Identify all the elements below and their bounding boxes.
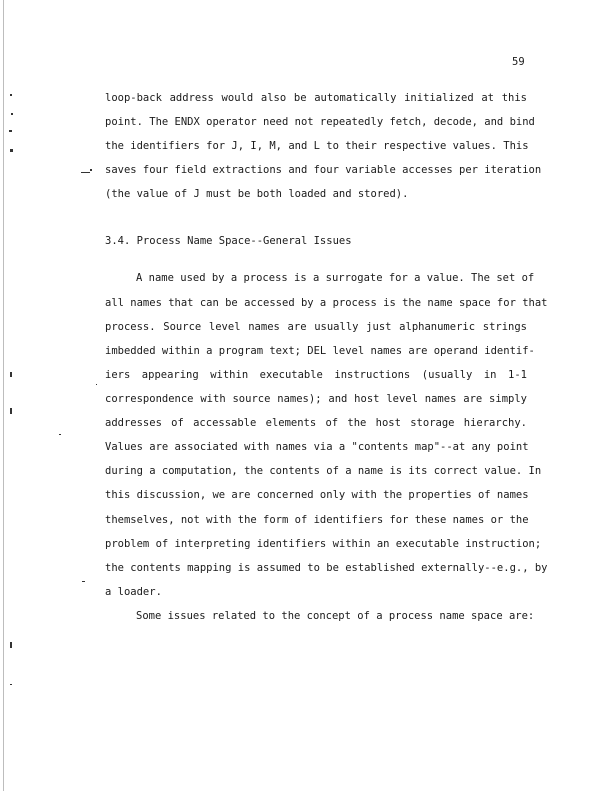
paragraph-2-line: problem of interpreting identifiers within an executable instruction; — [105, 538, 542, 550]
paragraph-2-line: themselves, not with the form of identifiers for these names or the — [105, 514, 529, 526]
paragraph-1-line: (the value of J must be both loaded and stored). — [105, 188, 409, 200]
paragraph-2-line: all names that can be accessed by a process is the name space for that — [105, 297, 548, 309]
paragraph-2-line: iers appearing within executable instructions (usually in 1-1 — [105, 369, 527, 381]
paragraph-2-line: this discussion, we are concerned only with the properties of names — [105, 489, 529, 501]
scan-mark — [11, 113, 13, 115]
scan-mark — [10, 372, 12, 377]
page-edge-line — [3, 0, 4, 791]
paragraph-2-line: the contents mapping is assumed to be established externally--e.g., by — [105, 562, 548, 574]
scan-mark — [10, 642, 12, 648]
page-number: 59 — [512, 56, 525, 68]
paragraph-2-line: addresses of accessable elements of the host storage hierarchy. — [105, 417, 527, 429]
scan-mark — [10, 684, 12, 685]
scan-mark — [10, 149, 13, 152]
scan-mark — [10, 408, 12, 414]
scan-mark — [82, 581, 85, 582]
paragraph-2-line: Values are associated with names via a "contents map"--at any point — [105, 441, 529, 453]
paragraph-1-line: loop-back address would also be automatically initialized at this — [105, 92, 527, 104]
paragraph-2-line: correspondence with source names); and host level names are simply — [105, 393, 527, 405]
scan-mark — [81, 172, 90, 173]
scan-mark — [10, 94, 12, 96]
section-heading: 3.4. Process Name Space--General Issues — [105, 235, 352, 247]
paragraph-2-line: process. Source level names are usually just alphanumeric strings — [105, 321, 527, 333]
paragraph-3-line: Some issues related to the concept of a process name space are: — [136, 610, 535, 622]
scan-mark — [90, 169, 92, 171]
scan-mark — [96, 384, 97, 385]
paragraph-2-line: a loader. — [105, 586, 162, 598]
paragraph-2-line: during a computation, the contents of a name is its correct value. In — [105, 465, 542, 477]
paragraph-1-line: point. The ENDX operator need not repeatedly fetch, decode, and bind — [105, 116, 535, 128]
paragraph-2-line: A name used by a process is a surrogate for a value. The set of — [136, 272, 535, 284]
scan-mark — [59, 434, 61, 435]
paragraph-2-line: imbedded within a program text; DEL level names are operand identif- — [105, 345, 535, 357]
paragraph-1-line: the identifiers for J, I, M, and L to their respective values. This — [105, 140, 529, 152]
scan-mark — [9, 130, 12, 132]
paragraph-1-line: saves four field extractions and four variable accesses per iteration — [105, 164, 542, 176]
